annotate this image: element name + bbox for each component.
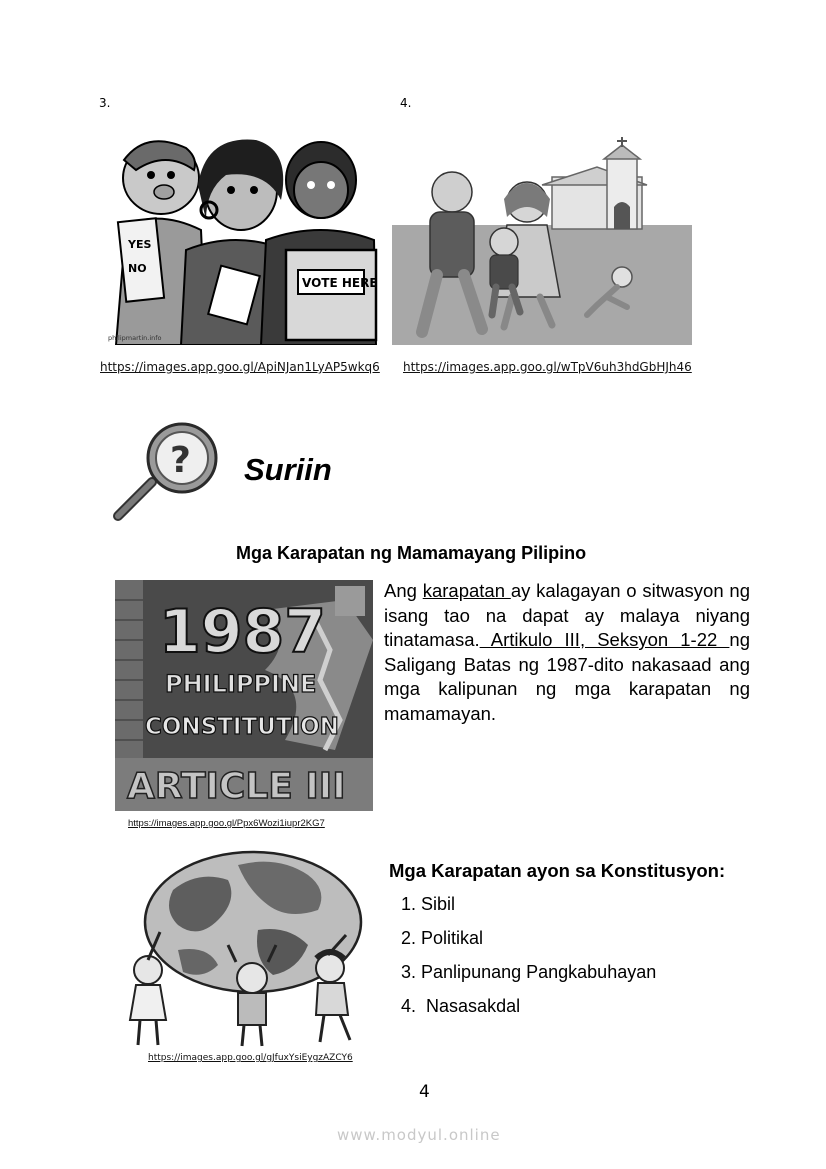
watermark: www.modyul.online [337, 1126, 501, 1144]
section-title: Suriin [244, 452, 332, 487]
voters-illustration [106, 130, 380, 345]
image-3-link[interactable]: https://images.app.goo.gl/ApiNJan1LyAP5wkq6 [100, 360, 380, 374]
paragraph-part-2: ay kalagayan o sitwasyon ng isang tao na dapat ay malaya niyang tinatamasa. [384, 580, 750, 650]
constitution-link[interactable]: https://images.app.goo.gl/Ppx6Wozi1iupr2KG7 [128, 818, 325, 829]
rights-heading: Mga Karapatan ayon sa Konstitusyon: [389, 860, 726, 881]
rights-list [401, 894, 656, 1030]
list-item [401, 962, 656, 996]
item-4-number: 4. [400, 96, 412, 110]
article-iii-text: ARTICLE III [127, 766, 346, 807]
list-item [401, 996, 656, 1030]
list-item-number: 2. [401, 928, 417, 948]
list-item [401, 928, 656, 962]
list-item-label: Panlipunang Pangkabuhayan [421, 962, 657, 982]
paragraph-term: karapatan [422, 580, 511, 601]
year-text: 1987 [159, 597, 326, 667]
list-item [401, 894, 656, 928]
paragraph-reference: Artikulo III, Seksyon 1-22 [479, 629, 730, 650]
svg-text:?: ? [170, 440, 191, 481]
constitution-illustration [115, 580, 373, 811]
sign-yes-text: YES [128, 238, 152, 251]
family-illustration [392, 137, 692, 345]
globe-link[interactable]: https://images.app.goo.gl/gJfuxYsiEygzAZCY6 [148, 1053, 353, 1063]
constitution-line1: PHILIPPINE [165, 670, 317, 698]
page-number: 4 [419, 1082, 430, 1102]
sign-no-text: NO [128, 262, 147, 275]
list-item-label: Sibil [421, 894, 456, 914]
paragraph-part-3: ng Saligang Batas ng 1987-dito nakasaad ang mga kalipunan ng mga karapatan ng mamamayan. [384, 629, 750, 724]
list-item-number: 3. [401, 962, 417, 982]
paragraph-part-1: Ang [384, 580, 423, 601]
list-item-label: Nasasakdal [421, 996, 521, 1016]
voters-credit-text: philipmartin.info [108, 334, 162, 342]
globe-children-illustration [118, 850, 380, 1048]
list-item-label: Politikal [421, 928, 484, 948]
main-heading: Mga Karapatan ng Mamamayang Pilipino [236, 543, 587, 563]
karapatan-paragraph [384, 579, 750, 726]
list-item-number: 1. [401, 894, 417, 914]
item-3-number: 3. [99, 96, 111, 110]
vote-here-text: VOTE HERE [302, 276, 378, 290]
image-4-link[interactable]: https://images.app.goo.gl/wTpV6uh3hdGbHJh46 [403, 360, 692, 374]
magnifying-glass-question-icon [110, 420, 220, 525]
list-item-number: 4. [401, 996, 417, 1016]
constitution-line2: CONSTITUTION [145, 714, 339, 740]
